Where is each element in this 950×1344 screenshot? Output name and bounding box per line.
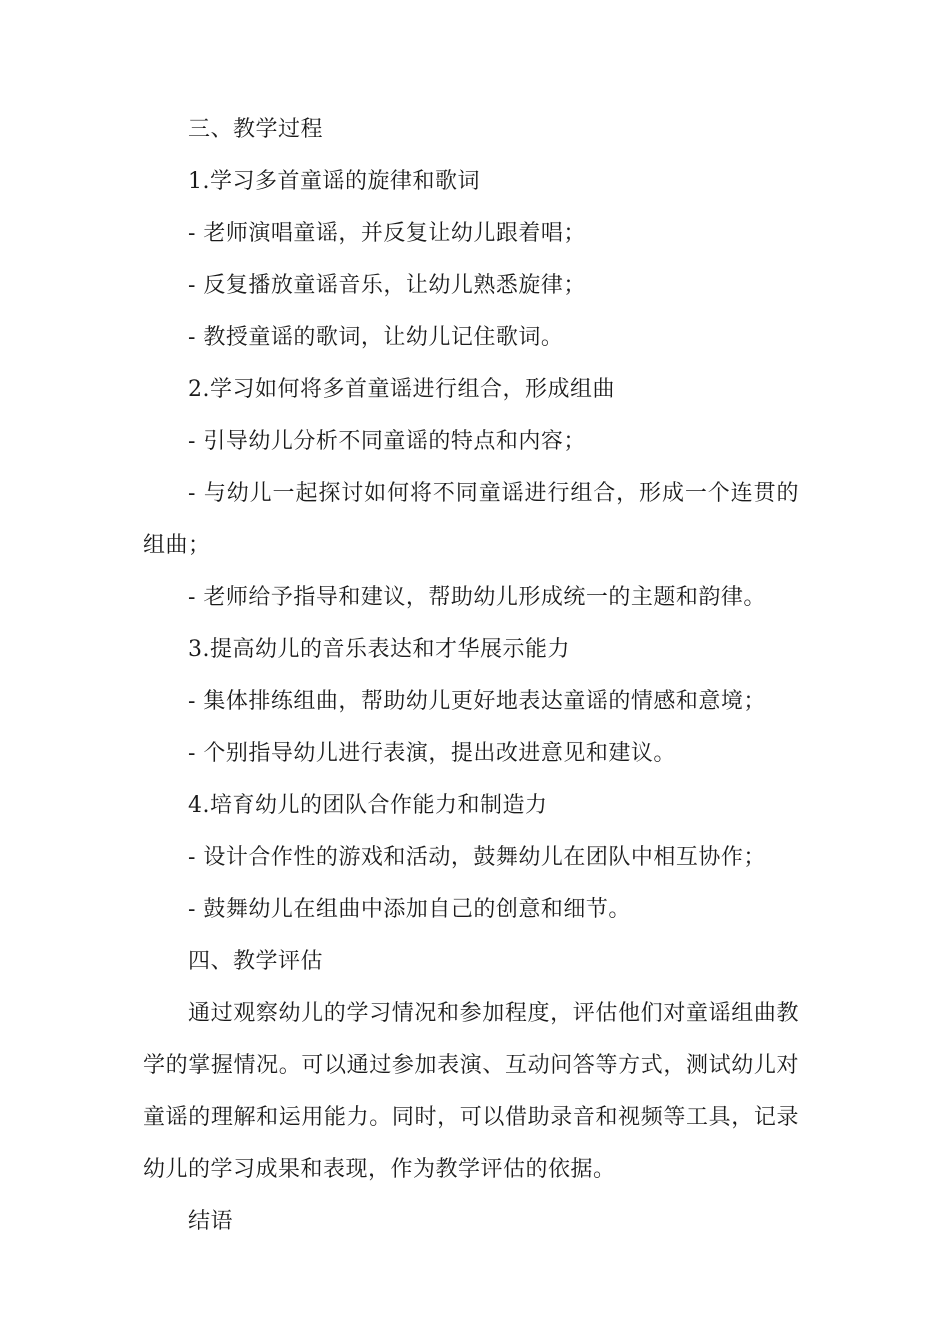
step-1-item: - 老师演唱童谣，并反复让幼儿跟着唱； (188, 221, 586, 246)
step-3-item: - 个别指导幼儿进行表演，提出改进意见和建议。 (188, 741, 676, 766)
step-1-title: 1.学习多首童谣的旋律和歌词 (188, 169, 480, 194)
step-2-title: 2.学习如何将多首童谣进行组合，形成组曲 (188, 377, 615, 402)
step-2-item: - 引导幼儿分析不同童谣的特点和内容； (188, 429, 586, 454)
step-1-item: - 反复播放童谣音乐，让幼儿熟悉旋律； (188, 273, 586, 298)
step-4-title: 4.培育幼儿的团队合作能力和制造力 (188, 793, 548, 818)
step-1-item: - 教授童谣的歌词，让幼儿记住歌词。 (188, 325, 564, 350)
step-3-title: 3.提高幼儿的音乐表达和才华展示能力 (188, 637, 570, 662)
document-body (143, 104, 799, 1248)
step-3-item: - 集体排练组曲，帮助幼儿更好地表达童谣的情感和意境； (188, 689, 766, 714)
step-2-item: - 与幼儿一起探讨如何将不同童谣进行组合，形成一个连贯的组曲； (143, 481, 799, 558)
section-heading-evaluation: 四、教学评估 (188, 949, 324, 974)
step-4-item: - 设计合作性的游戏和活动，鼓舞幼儿在团队中相互协作； (188, 845, 766, 870)
section-heading-conclusion: 结语 (188, 1209, 234, 1234)
step-2-item: - 老师给予指导和建议，帮助幼儿形成统一的主题和韵律。 (188, 585, 766, 610)
evaluation-paragraph: 通过观察幼儿的学习情况和参加程度，评估他们对童谣组曲教学的掌握情况。可以通过参加表演、互动问答等方式，测试幼儿对童谣的理解和运用能力。同时，可以借助录音和视频等工具，记录幼儿的学习成果和表现，作为教学评估的依据。 (143, 1001, 799, 1182)
section-heading-process: 三、教学过程 (188, 117, 324, 142)
step-4-item: - 鼓舞幼儿在组曲中添加自己的创意和细节。 (188, 897, 631, 922)
